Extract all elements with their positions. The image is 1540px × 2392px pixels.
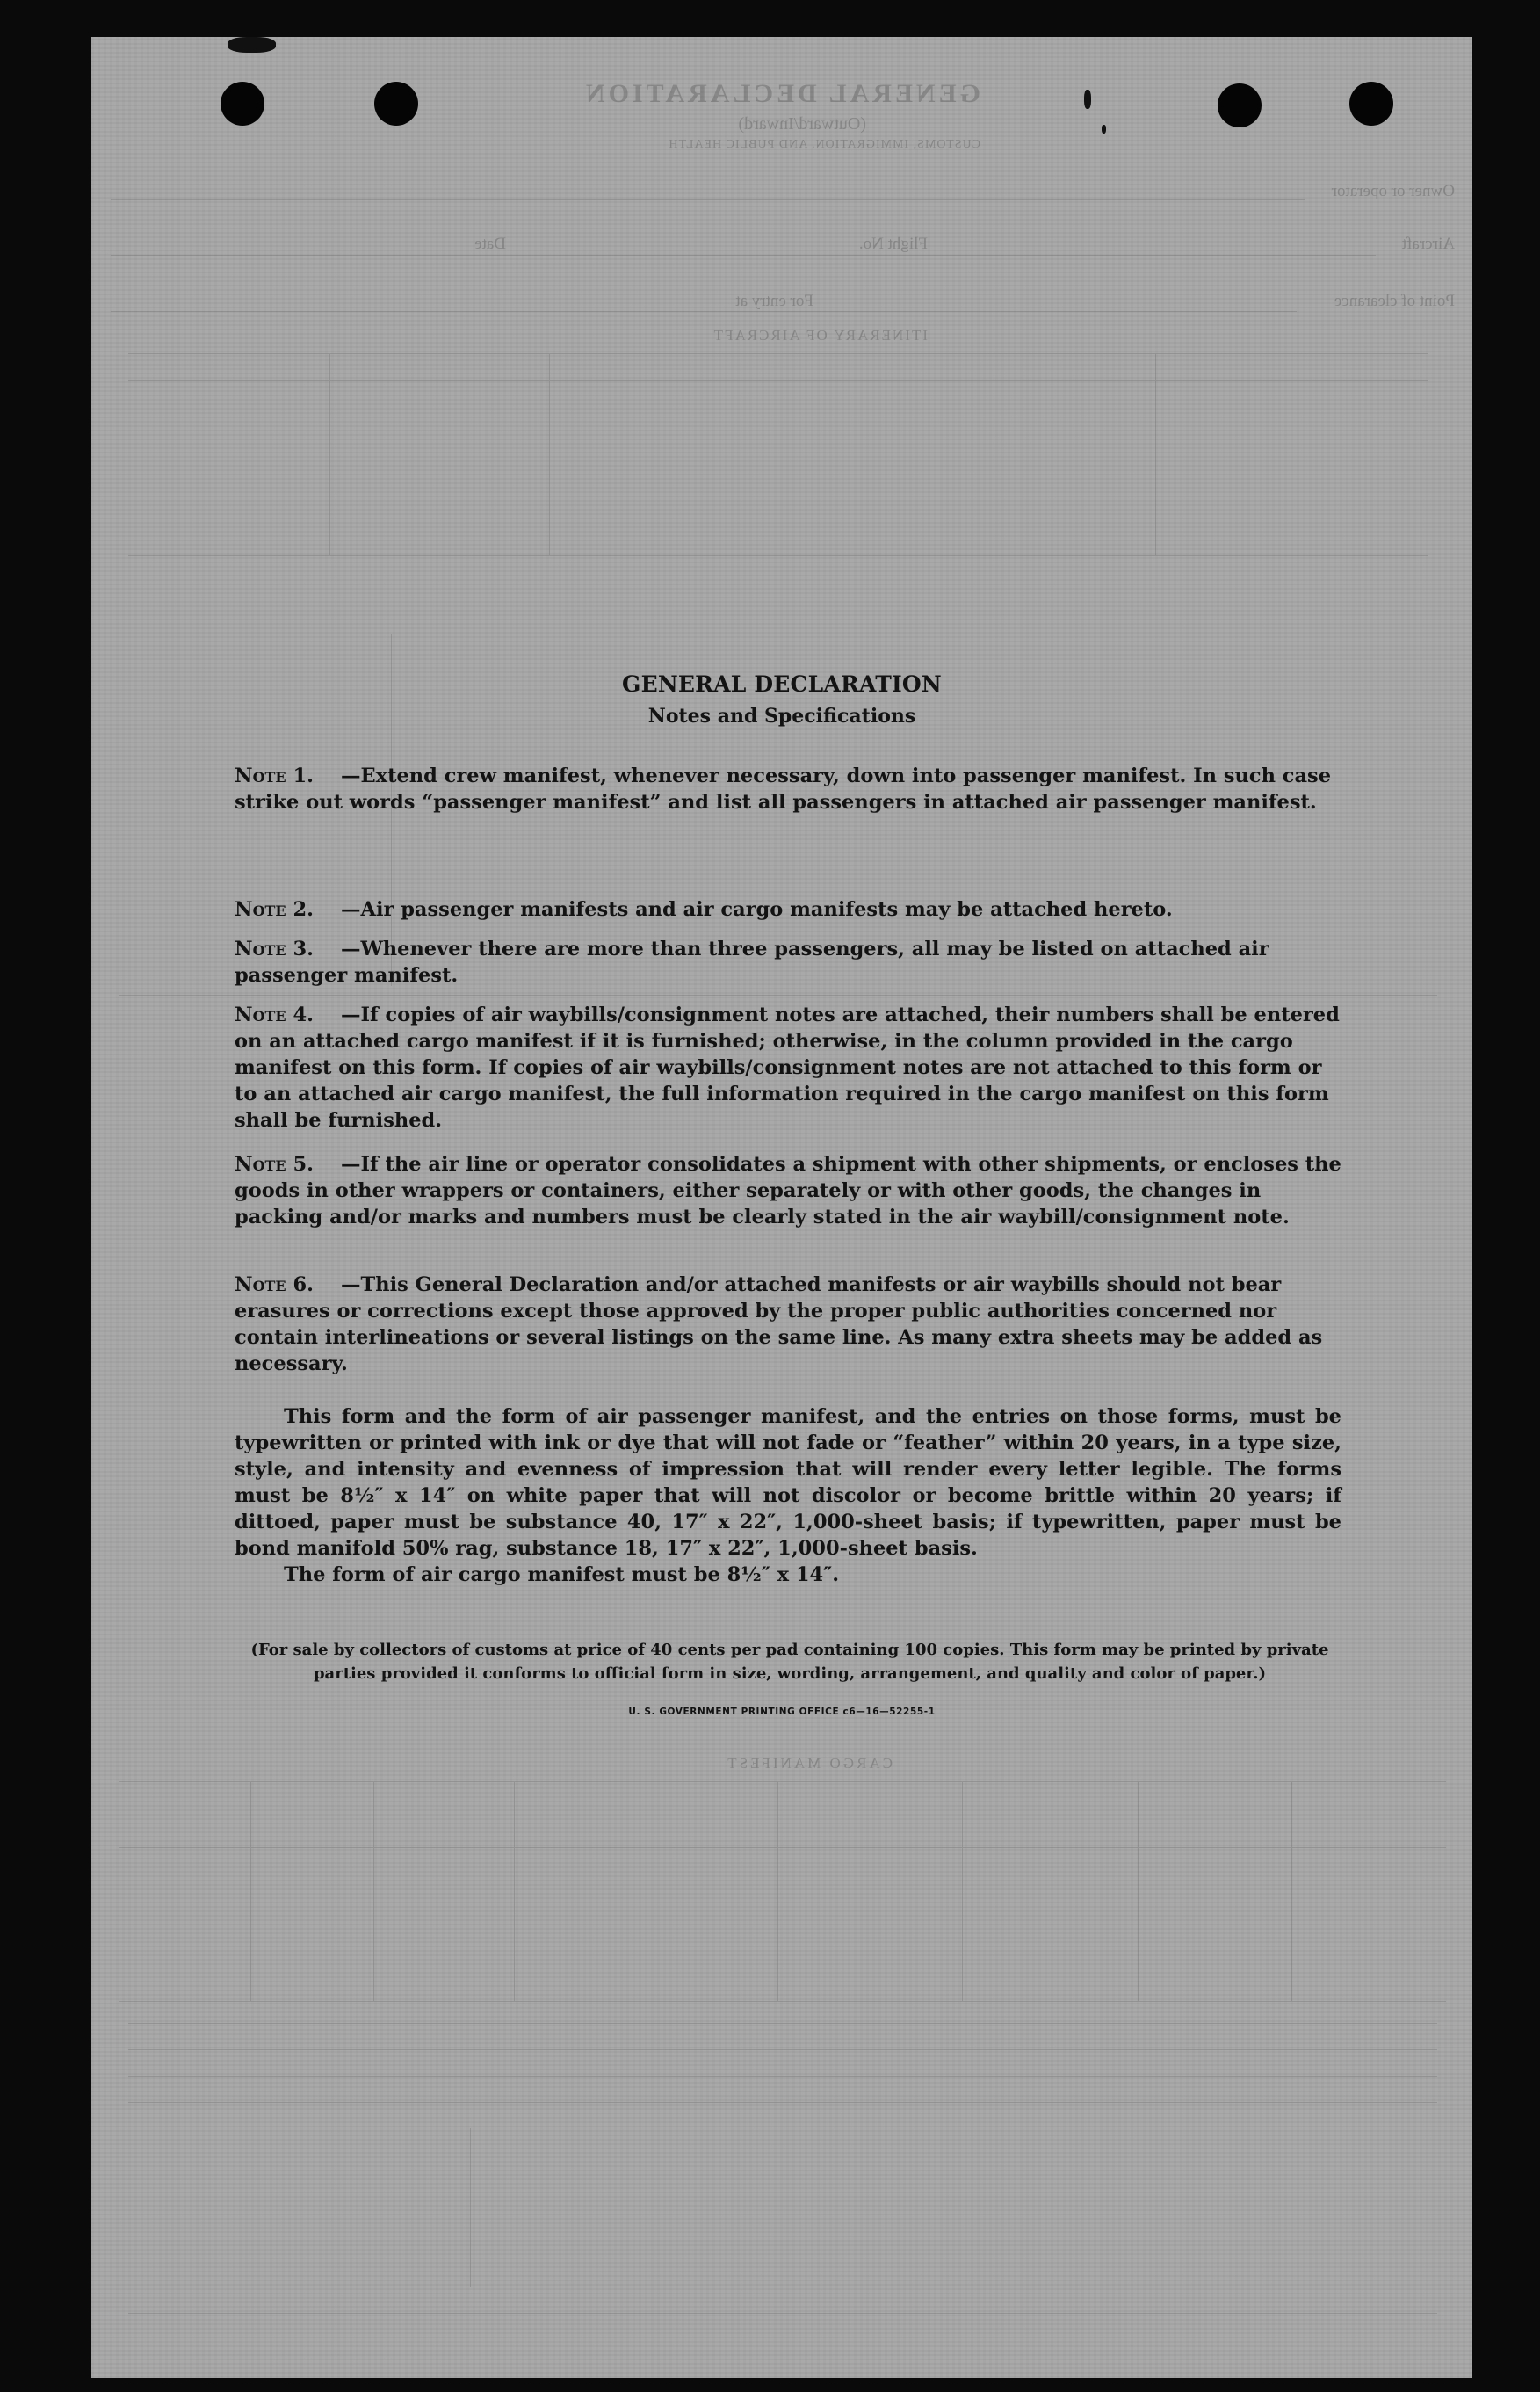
note-4 xyxy=(235,1002,1341,1134)
note-label: Note 6. xyxy=(235,1273,314,1296)
ghost-itinerary-label: ITINERARY OF AIRCRAFT xyxy=(712,327,928,344)
document-sheet xyxy=(91,37,1472,2378)
printer-line: U. S. GOVERNMENT PRINTING OFFICE c6—16—52255-1 xyxy=(628,1707,936,1717)
note-1 xyxy=(235,763,1341,815)
note-5 xyxy=(235,1151,1341,1230)
note-6 xyxy=(235,1272,1341,1377)
note-3 xyxy=(235,936,1341,989)
note-label: Note 4. xyxy=(235,1004,314,1026)
note-2 xyxy=(235,896,1341,923)
note-text: —If the air line or operator consolidates a shipment with other shipments, or encloses the goods in other wrappers or containers, either separately or with other goods, the changes in packing and/or marks and numbers must be clearly stated in the air waybill/consignment note. xyxy=(235,1153,1341,1229)
page-subtitle: Notes and Specifications xyxy=(647,705,916,728)
note-text: —If copies of air waybills/consignment notes are attached, their numbers shall be entered on an attached cargo manifest if it is furnished; otherwise, in the column provided in the cargo manifest on this form. If copies of air waybills/consignment notes are not attached to this form or to an attached air cargo manifest, the full information required in the cargo manifest on this form shall be furnished. xyxy=(235,1004,1340,1132)
note-text: —Extend crew manifest, whenever necessary, down into passenger manifest. In such case strike out words “passenger manifest” and list all passengers in attached air passenger manifest. xyxy=(235,765,1332,814)
ghost-heading: GENERAL DECLARATION xyxy=(582,79,980,108)
note-label: Note 2. xyxy=(235,898,314,921)
note-label: Note 5. xyxy=(235,1153,314,1176)
ghost-heading-sub: (Outward/Inward) xyxy=(738,114,866,134)
note-label: Note 1. xyxy=(235,765,314,787)
ghost-owner-label: Owner or operator xyxy=(1331,182,1455,200)
ghost-clearance-label: Point of clearance xyxy=(1334,292,1455,310)
ghost-flight-label: Flight No. xyxy=(858,235,928,253)
ghost-entry-label: For entry at xyxy=(735,292,813,310)
page-title: GENERAL DECLARATION xyxy=(622,671,942,697)
note-text: —Whenever there are more than three passengers, all may be listed on attached air passenger manifest. xyxy=(235,938,1269,987)
ghost-aircraft-label: Aircraft xyxy=(1401,235,1455,253)
cargo-manifest-size: The form of air cargo manifest must be 8½″ x 14″. xyxy=(284,1563,840,1586)
ghost-date-label: Date xyxy=(474,235,506,253)
notes-content xyxy=(91,37,1472,2378)
note-text: —Air passenger manifests and air cargo manifests may be attached hereto. xyxy=(341,898,1173,921)
specification-paragraph: This form and the form of air passenger manifest, and the entries on those forms, must be typewritten or printed with ink or dye that will not fade or “feather” within 20 years, in a type size, style, and intensity and evenness of impression that will render every letter legible. The forms must be 8½″ x 14″ on white paper that will not discolor or become brittle within 20 years; if dittoed, paper must be substance 40, 17″ x 22″, 1,000-sheet basis; if typewritten, paper must be bond manifold 50% rag, substance 18, 17″ x 22″, 1,000-sheet basis. xyxy=(235,1405,1341,1560)
sale-notice: (For sale by collectors of customs at price of 40 cents per pad containing 100 copies. This form may be printed by private parties provided it conforms to official form in size, wording, arrangement, and quality and color of paper.) xyxy=(250,1641,1329,1683)
note-label: Note 3. xyxy=(235,938,314,960)
ghost-agency: CUSTOMS, IMMIGRATION, AND PUBLIC HEALTH xyxy=(668,138,980,151)
note-text: —This General Declaration and/or attached manifests or air waybills should not bear erasures or corrections except those approved by the proper public authorities concerned nor contain interlineations or several listings on the same line. As many extra sheets may be added as necessary. xyxy=(235,1273,1323,1375)
ghost-cargo-manifest-label: CARGO MANIFEST xyxy=(725,1755,893,1772)
